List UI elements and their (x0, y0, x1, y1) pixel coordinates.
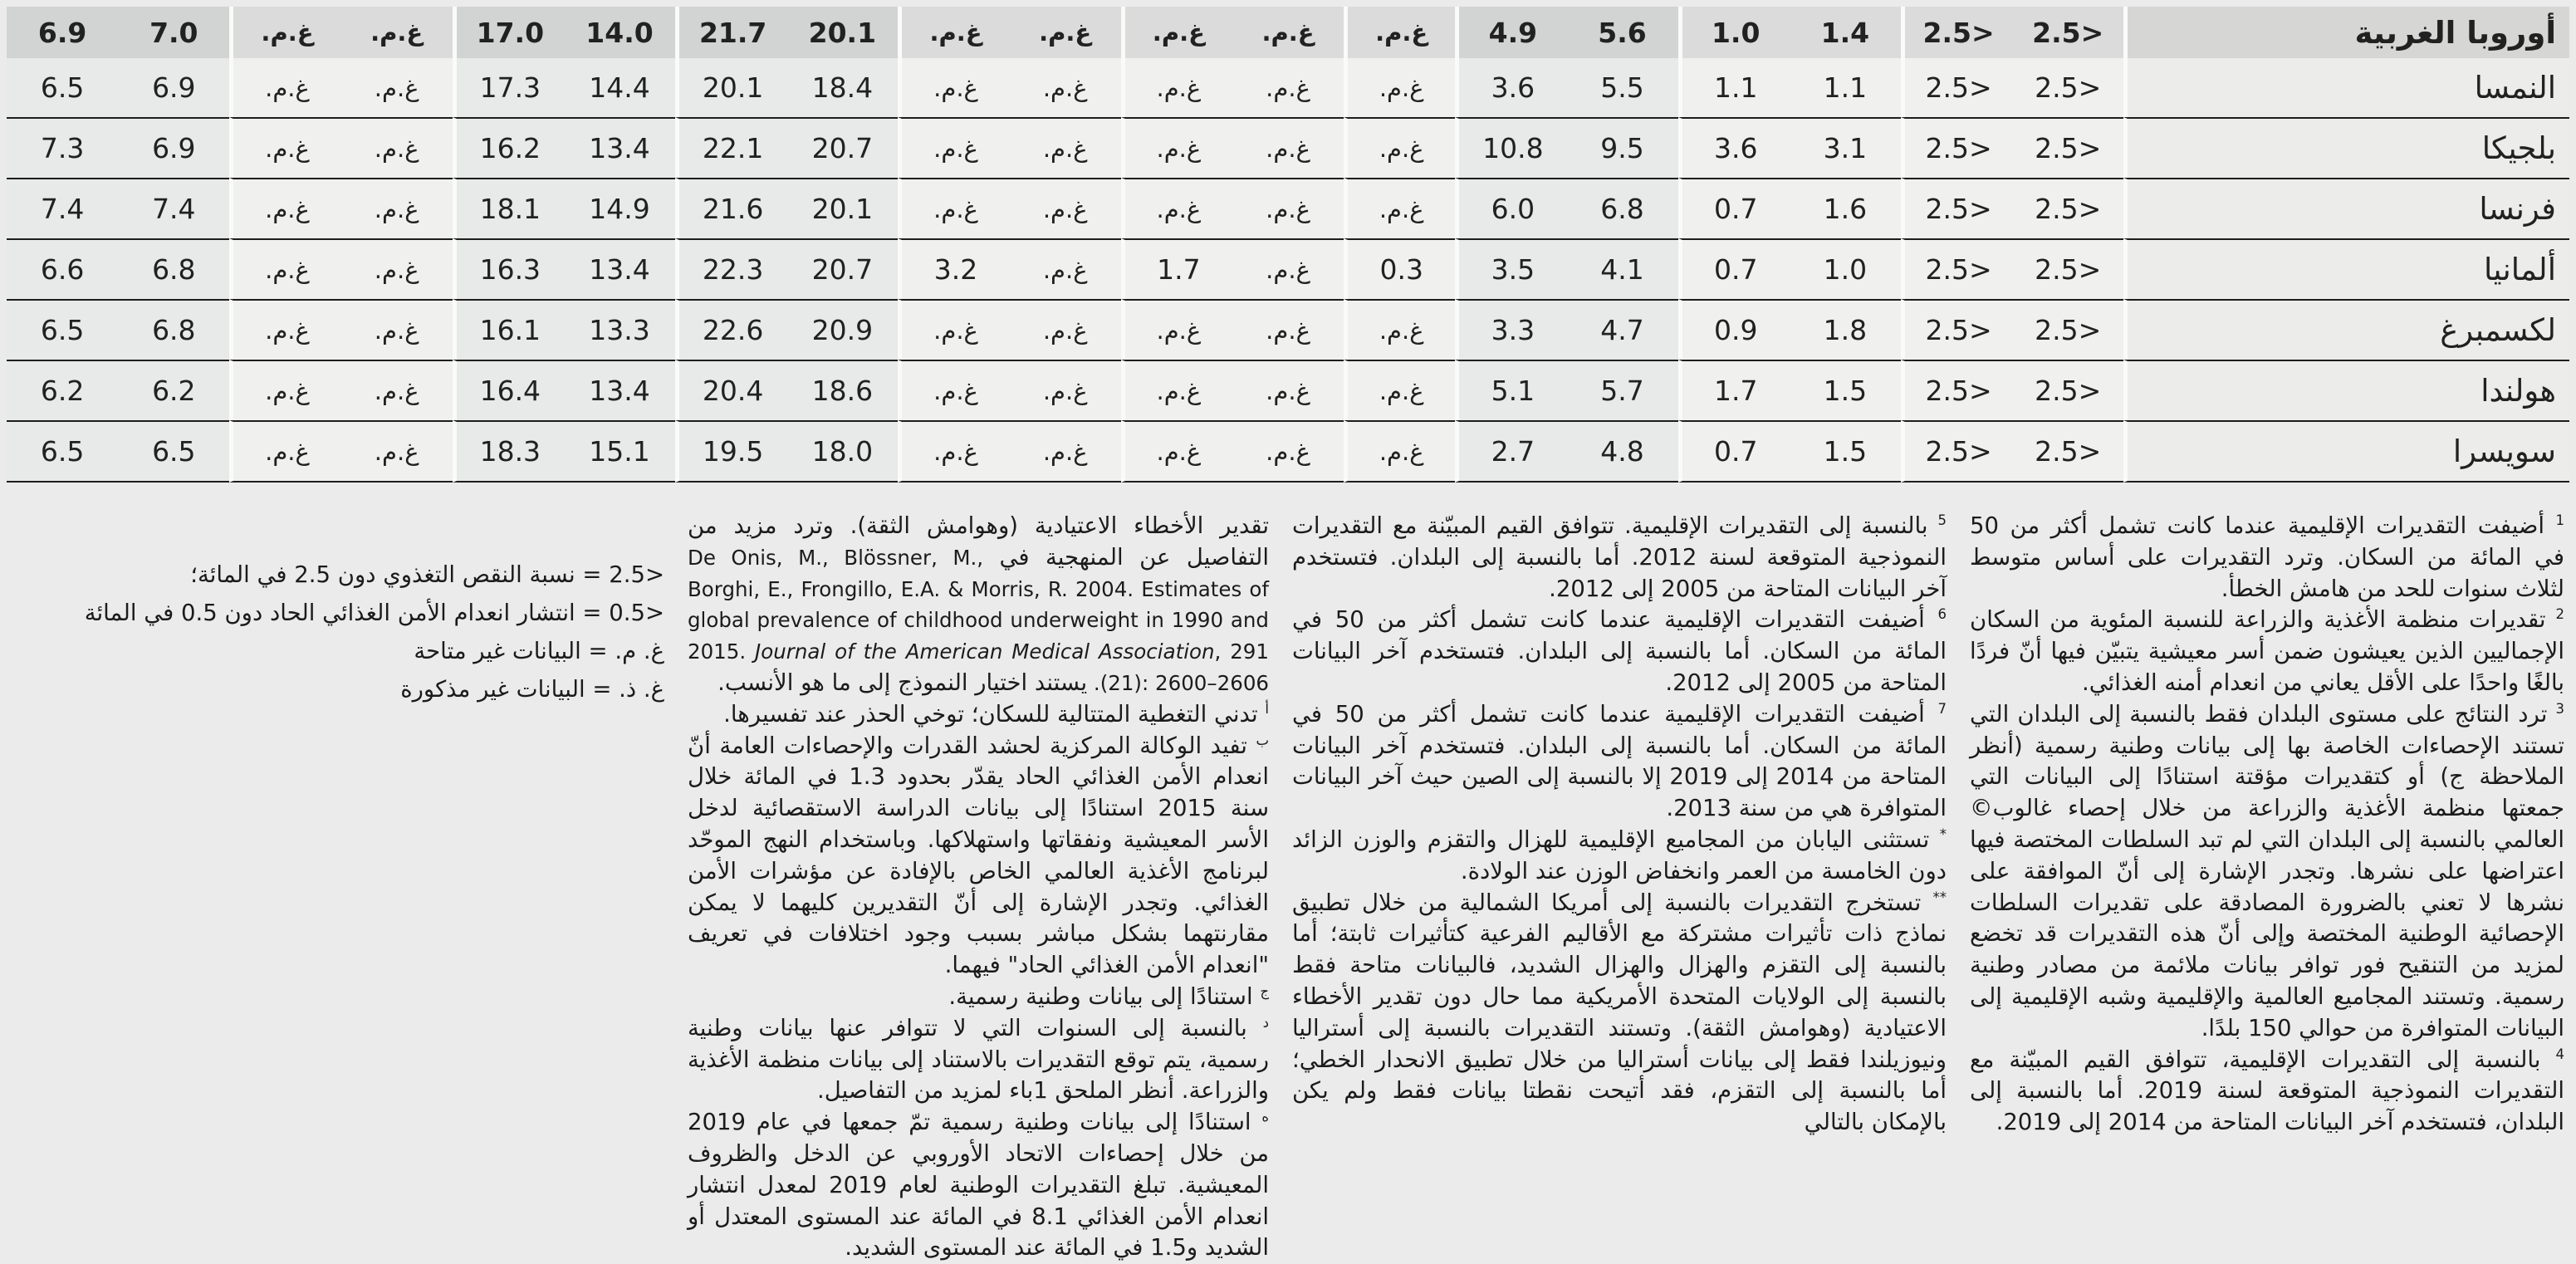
footnote-item (1970, 1045, 2564, 1139)
country-label-cell: هولندا (2123, 360, 2569, 420)
value-cell: 1.5 (1790, 360, 1901, 420)
value-cell: غ.م. (1344, 117, 1455, 178)
value-cell: 16.2 (453, 117, 564, 178)
value-cell: غ.م. (1232, 117, 1344, 178)
footnote-text: يستند اختيار النموذج إلى ما هو الأنسب. (717, 669, 1088, 696)
value-cell: 3.5 (1455, 238, 1566, 299)
footnote-item (1292, 825, 1947, 888)
footnote-item (688, 1107, 1269, 1264)
value-cell: غ.م. (1121, 58, 1232, 117)
footnote-text: استنادًا إلى بيانات وطنية رسمية. (948, 982, 1253, 1010)
value-cell: غ.م. (1121, 117, 1232, 178)
footnote-text: Journal of the American Medical Association (755, 639, 1215, 664)
value-cell: 7.0 (118, 7, 229, 58)
footnote-item (688, 511, 1269, 699)
value-cell: غ.م. (898, 58, 1009, 117)
value-cell: 6.8 (118, 238, 229, 299)
value-cell: 13.3 (564, 299, 675, 360)
value-cell: 22.1 (675, 117, 786, 178)
value-cell: غ.م. (341, 420, 453, 483)
value-cell: غ.م. (229, 420, 340, 483)
footnote-item (1292, 888, 1947, 1139)
value-cell: 18.0 (786, 420, 898, 483)
value-cell: 22.6 (675, 299, 786, 360)
value-cell: <2.5 (1901, 420, 2012, 483)
footnote-text: أضيفت التقديرات الإقليمية عندما كانت تشمل أكثر من 50 في المائة من السكان. أما بالنسبة إلى البلدان. فتستخدم آخر البيانات المتاحة من 2005 إلى 2012. (1292, 606, 1947, 696)
footnote-text: تفيد الوكالة المركزية لحشد القدرات والإحصاءات العامة أنّ انعدام الأمن الغذائي الحاد يقدّر بحدود 1.3 في المائة خلال سنة 2015 استنادًا إلى بيانات الدراسة الاستقصائية لدخل الأسر المعيشية ونفقاتها واستهلاكها. وباستخدام النهج الموحّد لبرنامج الأغذية العالمي الخاص بالإفادة عن مؤشرات الأمن الغذائي. وتجدر الإشارة إلى أنّ التقديرين كليهما لا يمكن مقارنتهما بشكل مباشر بسبب وجود اختلافات في تعريف "انعدام الأمن الغذائي الحاد" فيهما. (688, 732, 1270, 979)
table-row (7, 360, 2569, 420)
footnote-text: تستخرج التقديرات بالنسبة إلى أمريكا الشمالية من خلال تطبيق نماذج ذات تأثيرات مشتركة مع الأقاليم الفرعية كتأثيرات ثابتة؛ أما بالنسبة إلى التقزم والهزال والهزال الشديد، فالبيانات متاحة فقط بالنسبة إلى الولايات المتحدة الأمريكية مما حال دون تقدير الأخطاء الاعتيادية (وهوامش الثقة). وتستند التقديرات بالنسبة إلى أستراليا ونيوزيلندا فقط إلى بيانات أستراليا من خلال تطبيق الانحدار الخطي؛ أما بالنسبة إلى التقزم، فقد أتيحت نقطتا بيانات فقط ولم يكن بالإمكان بالتالي (1292, 889, 1947, 1136)
value-cell: 6.9 (118, 58, 229, 117)
value-cell: غ.م. (341, 238, 453, 299)
table-row (7, 117, 2569, 178)
footnote-item (688, 731, 1269, 982)
value-cell: <2.5 (1901, 299, 2012, 360)
value-cell: 18.6 (786, 360, 898, 420)
value-cell: غ.م. (229, 117, 340, 178)
footnote-marker: 4 (2555, 1046, 2564, 1062)
value-cell: 13.4 (564, 360, 675, 420)
value-cell: غ.م. (1232, 299, 1344, 360)
value-cell: غ.م. (1344, 299, 1455, 360)
value-cell: <2.5 (2012, 7, 2123, 58)
footnote-text: استنادًا إلى بيانات وطنية رسمية تمّ جمعها في عام 2019 من خلال إحصاءات الاتحاد الأوروبي عن الدخل والظروف المعيشية. تبلغ التقديرات الوطنية لعام 2019 لمعدل انتشار انعدام الأمن الغذائي 8.1 في المائة عند المستوى المعتدل أو الشديد و1.5 في المائة عند المستوى الشديد. (688, 1109, 1269, 1262)
value-cell: 1.7 (1678, 360, 1790, 420)
value-cell: 21.7 (675, 7, 786, 58)
value-cell: 16.4 (453, 360, 564, 420)
value-cell: 7.3 (7, 117, 118, 178)
footnote-item (1292, 699, 1947, 825)
value-cell: <2.5 (1901, 7, 2012, 58)
value-cell: غ.م. (1121, 178, 1232, 238)
value-cell: غ.م. (1010, 117, 1121, 178)
country-statistics-table (7, 7, 2569, 483)
footnote-marker: أ (1265, 700, 1269, 717)
table-row (7, 420, 2569, 483)
value-cell: 3.3 (1455, 299, 1566, 360)
value-cell: <2.5 (1901, 58, 2012, 117)
footnote-item (1970, 605, 2564, 698)
footnote-marker: ج (1260, 982, 1269, 999)
footnote-item (1970, 511, 2564, 605)
value-cell: غ.م. (1121, 420, 1232, 483)
value-cell: 0.9 (1678, 299, 1790, 360)
value-cell: غ.م. (1344, 58, 1455, 117)
value-cell: 1.4 (1790, 7, 1901, 58)
value-cell: 7.4 (118, 178, 229, 238)
value-cell: 3.6 (1455, 58, 1566, 117)
value-cell: غ.م. (229, 299, 340, 360)
footnote-item (688, 1013, 1269, 1107)
value-cell: 1.8 (1790, 299, 1901, 360)
value-cell: <2.5 (2012, 58, 2123, 117)
value-cell: 5.7 (1566, 360, 1677, 420)
value-cell: 1.1 (1678, 58, 1790, 117)
value-cell: غ.م. (1232, 360, 1344, 420)
value-cell: 4.7 (1566, 299, 1677, 360)
value-cell: غ.م. (341, 58, 453, 117)
footnote-marker: 7 (1937, 700, 1947, 717)
value-cell: غ.م. (229, 178, 340, 238)
value-cell: <2.5 (2012, 360, 2123, 420)
value-cell: 6.8 (118, 299, 229, 360)
footnote-text: ترد النتائج على مستوى البلدان فقط بالنسبة إلى البلدان التي تستند الإحصاءات الخاصة بها إلى بيانات وطنية رسمية (أنظر الملاحظة ج) أو كتقديرات مؤقتة استنادًا إلى البيانات التي جمعتها منظمة الأغذية والزراعة من خلال إحصاء غالوب© العالمي بالنسبة إلى البلدان التي لم تبد السلطات المختصة فيها اعتراضها على نشرها. وتجدر الإشارة إلى أنّ الموافقة على نشرها لا تعني بالضرورة المصادقة على تقديرات السلطات الإحصائية الوطنية المختصة وإلى أنّ هذه التقديرات قد تخضع لمزيد من التنقيح فور توافر بيانات ملائمة من مصادر وطنية رسمية. وتستند المجاميع العالمية والإقليمية وشبه الإقليمية إلى البيانات المتوافرة من حوالي 150 بلدًا. (1970, 700, 2564, 1041)
value-cell: 15.1 (564, 420, 675, 483)
value-cell: 18.4 (786, 58, 898, 117)
value-cell: 20.1 (786, 7, 898, 58)
value-cell: 4.9 (1455, 7, 1566, 58)
country-label-cell: النمسا (2123, 58, 2569, 117)
value-cell: 0.7 (1678, 238, 1790, 299)
footnote-text: De Onis, M., Blössner, M., Borghi, E., Frongillo, E.A. & Morris, R. 2004. Estimates of global prevalence of childhood underweight in 1990 and 2015. (688, 545, 1269, 664)
table-row (7, 238, 2569, 299)
value-cell: غ.م. (1232, 58, 1344, 117)
value-cell: غ.م. (341, 360, 453, 420)
value-cell: غ.م. (1232, 238, 1344, 299)
value-cell: 1.5 (1790, 420, 1901, 483)
value-cell: 6.5 (7, 58, 118, 117)
footnote-text: , 291 (21): 2600–2606. (1087, 639, 1269, 695)
country-label-cell: سويسرا (2123, 420, 2569, 483)
value-cell: غ.م. (898, 178, 1009, 238)
value-cell: 6.6 (7, 238, 118, 299)
footnote-item (688, 699, 1269, 731)
value-cell: غ.م. (1010, 420, 1121, 483)
footnote-item (688, 982, 1269, 1013)
value-cell: 17.0 (453, 7, 564, 58)
value-cell: <2.5 (1901, 117, 2012, 178)
value-cell: 9.5 (1566, 117, 1677, 178)
value-cell: غ.م. (1121, 360, 1232, 420)
value-cell: <2.5 (1901, 360, 2012, 420)
value-cell: <2.5 (2012, 238, 2123, 299)
value-cell: غ.م. (1010, 360, 1121, 420)
footnote-text: تقدير الأخطاء الاعتيادية (وهوامش الثقة). وترد مزيد من التفاصيل عن المنهجية في (688, 512, 1269, 571)
country-label-cell: فرنسا (2123, 178, 2569, 238)
value-cell: 0.7 (1678, 178, 1790, 238)
value-cell: 6.5 (7, 299, 118, 360)
value-cell: غ.م. (1010, 7, 1121, 58)
value-cell: 20.4 (675, 360, 786, 420)
value-cell: 7.4 (7, 178, 118, 238)
footnote-marker: ** (1932, 889, 1947, 905)
table-row (7, 58, 2569, 117)
footnote-text: بالنسبة إلى التقديرات الإقليمية، تتوافق القيم المبيّنة مع التقديرات النموذجية المتوقعة لسنة 2019. أما بالنسبة إلى البلدان، فتستخدم آخر البيانات المتاحة من 2014 إلى 2019. (1970, 1046, 2564, 1136)
value-cell: غ.م. (341, 7, 453, 58)
footnote-marker: ب (1256, 732, 1269, 748)
value-cell: غ.م. (229, 58, 340, 117)
footnote-marker: د (1262, 1014, 1269, 1031)
value-cell: غ.م. (898, 117, 1009, 178)
footnote-text: أضيفت التقديرات الإقليمية عندما كانت تشمل أكثر من 50 في المائة من السكان. أما بالنسبة إلى البلدان. فتستخدم آخر البيانات المتاحة من 2014 إلى 2019 إلا بالنسبة إلى الصين حيث آخر البيانات المتوافرة هي من سنة 2013. (1292, 700, 1947, 822)
table-row (7, 178, 2569, 238)
value-cell: 18.3 (453, 420, 564, 483)
value-cell: 4.1 (1566, 238, 1677, 299)
value-cell: 1.0 (1678, 7, 1790, 58)
value-cell: غ.م. (898, 299, 1009, 360)
footnote-item (1970, 699, 2564, 1045)
value-cell: غ.م. (1010, 58, 1121, 117)
value-cell: 0.3 (1344, 238, 1455, 299)
value-cell: غ.م. (229, 360, 340, 420)
value-cell: 20.1 (786, 178, 898, 238)
value-cell: 17.3 (453, 58, 564, 117)
value-cell: غ.م. (1010, 299, 1121, 360)
value-cell: 3.6 (1678, 117, 1790, 178)
value-cell: 1.1 (1790, 58, 1901, 117)
footnote-marker: 5 (1937, 512, 1947, 528)
footnote-text: تقديرات منظمة الأغذية والزراعة للنسبة المئوية من السكان الإجماليين الذين يعيشون ضمن أسر معيشية يتبيّن فيها أنّ فردًا بالغًا واحدًا على الأقل يعاني من انعدام أمنه الغذائي. (1970, 606, 2564, 696)
value-cell: 13.4 (564, 238, 675, 299)
value-cell: 21.6 (675, 178, 786, 238)
value-cell: غ.م. (229, 238, 340, 299)
country-label-cell: لكسمبرغ (2123, 299, 2569, 360)
value-cell: 13.4 (564, 117, 675, 178)
value-cell: 5.5 (1566, 58, 1677, 117)
value-cell: 3.2 (898, 238, 1009, 299)
value-cell: 10.8 (1455, 117, 1566, 178)
footnote-marker: 6 (1937, 606, 1947, 623)
value-cell: غ.م. (1010, 178, 1121, 238)
value-cell: غ.م. (1121, 7, 1232, 58)
footnote-text: بالنسبة إلى السنوات التي لا تتوافر عنها بيانات وطنية رسمية، يتم توقع التقديرات بالاستناد إلى بيانات منظمة الأغذية والزراعة. أنظر الملحق 1باء لمزيد من التفاصيل. (688, 1014, 1269, 1105)
value-cell: 14.9 (564, 178, 675, 238)
legend-line: <2.5 = نسبة النقص التغذوي دون 2.5 في المائة؛ (190, 561, 664, 588)
annex-statistics-page (0, 7, 2576, 1264)
value-cell: 20.9 (786, 299, 898, 360)
footnote-marker: ه (1261, 1108, 1269, 1124)
value-cell: <2.5 (2012, 117, 2123, 178)
footnote-marker: 3 (2555, 700, 2564, 717)
value-cell: 19.5 (675, 420, 786, 483)
footnote-item (1292, 605, 1947, 698)
value-cell: 1.6 (1790, 178, 1901, 238)
value-cell: <2.5 (1901, 238, 2012, 299)
value-cell: 14.4 (564, 58, 675, 117)
value-cell: 6.9 (118, 117, 229, 178)
legend-line: غ. م. = البيانات غير متاحة (414, 638, 664, 664)
footnote-text: أضيفت التقديرات الإقليمية عندما كانت تشمل أكثر من 50 في المائة من السكان. وترد التقديرات على أساس متوسط لثلاث سنوات للحد من هامش الخطأ. (1970, 512, 2564, 602)
value-cell: غ.م. (1232, 420, 1344, 483)
value-cell: غ.م. (898, 360, 1009, 420)
legend-line: <0.5 = انتشار انعدام الأمن الغذائي الحاد دون 0.5 في المائة (84, 600, 664, 626)
value-cell: <2.5 (2012, 178, 2123, 238)
footnote-marker: * (1939, 826, 1947, 842)
value-cell: 20.1 (675, 58, 786, 117)
legend-line: غ. ذ. = البيانات غير مذكورة (400, 676, 664, 703)
value-cell: غ.م. (341, 178, 453, 238)
value-cell: غ.م. (229, 7, 340, 58)
value-cell: غ.م. (1121, 299, 1232, 360)
table-row (7, 7, 2569, 58)
value-cell: غ.م. (898, 7, 1009, 58)
value-cell: 5.6 (1566, 7, 1677, 58)
country-label-cell: بلجيكا (2123, 117, 2569, 178)
value-cell: 6.8 (1566, 178, 1677, 238)
value-cell: غ.م. (1344, 360, 1455, 420)
footnotes-column-2 (1292, 511, 1947, 1139)
value-cell: 20.7 (786, 117, 898, 178)
value-cell: غ.م. (1232, 178, 1344, 238)
value-cell: غ.م. (341, 299, 453, 360)
footnote-marker: 2 (2555, 606, 2564, 623)
table-row (7, 299, 2569, 360)
value-cell: 2.7 (1455, 420, 1566, 483)
value-cell: غ.م. (898, 420, 1009, 483)
country-label-cell: أوروبا الغربية (2123, 7, 2569, 58)
value-cell: 16.1 (453, 299, 564, 360)
value-cell: 6.2 (118, 360, 229, 420)
value-cell: 20.7 (786, 238, 898, 299)
value-cell: 6.9 (7, 7, 118, 58)
value-cell: 1.7 (1121, 238, 1232, 299)
value-cell: 6.0 (1455, 178, 1566, 238)
value-cell: غ.م. (341, 117, 453, 178)
value-cell: 22.3 (675, 238, 786, 299)
footnotes-column-1 (1970, 511, 2564, 1139)
value-cell: غ.م. (1010, 238, 1121, 299)
value-cell: غ.م. (1344, 420, 1455, 483)
value-cell: 5.1 (1455, 360, 1566, 420)
value-cell: غ.م. (1344, 7, 1455, 58)
value-cell: 14.0 (564, 7, 675, 58)
value-cell: 6.5 (7, 420, 118, 483)
value-cell: <2.5 (1901, 178, 2012, 238)
value-cell: <2.5 (2012, 420, 2123, 483)
value-cell: 1.0 (1790, 238, 1901, 299)
footnote-marker: 1 (2555, 512, 2564, 528)
footnote-item (1292, 511, 1947, 605)
value-cell: 0.7 (1678, 420, 1790, 483)
value-cell: غ.م. (1232, 7, 1344, 58)
value-cell: 3.1 (1790, 117, 1901, 178)
value-cell: <2.5 (2012, 299, 2123, 360)
country-label-cell: ألمانيا (2123, 238, 2569, 299)
value-cell: 16.3 (453, 238, 564, 299)
footnote-text: تستثنى اليابان من المجاميع الإقليمية للهزال والتقزم والوزن الزائد دون الخامسة من العمر وانخفاض الوزن عند الولادة. (1292, 826, 1947, 884)
value-cell: 6.5 (118, 420, 229, 483)
footnote-text: بالنسبة إلى التقديرات الإقليمية. تتوافق القيم المبيّنة مع التقديرات النموذجية المتوقعة لسنة 2012. أما بالنسبة إلى البلدان. فتستخدم آخر البيانات المتاحة من 2005 إلى 2012. (1292, 512, 1947, 602)
value-cell: 4.8 (1566, 420, 1677, 483)
value-cell: 6.2 (7, 360, 118, 420)
footnote-text: تدني التغطية المتتالية للسكان؛ توخي الحذر عند تفسيرها. (723, 700, 1258, 728)
value-cell: غ.م. (1344, 178, 1455, 238)
legend-block (83, 511, 664, 708)
footnotes-column-3 (688, 511, 1269, 1264)
value-cell: 18.1 (453, 178, 564, 238)
footnotes-area (12, 511, 2564, 1264)
